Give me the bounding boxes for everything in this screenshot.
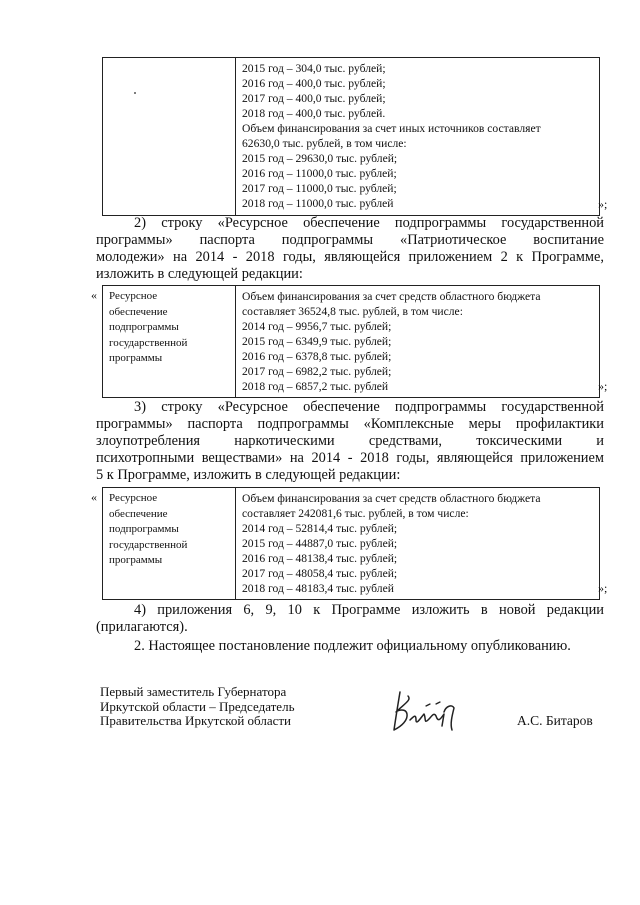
table-line: 62630,0 тыс. рублей, в том числе:: [242, 137, 407, 150]
table-line: составляет 242081,6 тыс. рублей, в том числе:: [242, 507, 469, 520]
paragraph-line: изложить в следующей редакции:: [96, 266, 303, 282]
position-line: Правительства Иркутской области: [100, 713, 292, 728]
resource-table-drug-prevention: [102, 487, 600, 600]
table-line: Объем финансирования за счет средств областного бюджета: [242, 492, 541, 505]
row-label-line: обеспечение: [109, 305, 168, 318]
paragraph-line: 2. Настоящее постановление подлежит официальному опубликованию.: [134, 638, 571, 654]
table-line: 2017 год – 48058,4 тыс. рублей;: [242, 567, 398, 580]
table-right-cell: [242, 491, 541, 596]
table-line: 2015 год – 29630,0 тыс. рублей;: [242, 152, 398, 165]
row-label-line: государственной: [109, 538, 188, 551]
paragraph-line: 3) строку «Ресурсное обеспечение подпрограммы государственной: [134, 399, 604, 415]
table-right-cell: [242, 289, 541, 394]
paragraph-line: (прилагаются).: [96, 619, 188, 635]
paragraph-line: программы» паспорта подпрограммы «Патриотическое воспитание: [96, 232, 604, 248]
table-line: 2018 год – 11000,0 тыс. рублей: [242, 197, 394, 210]
table-line: Объем финансирования за счет средств областного бюджета: [242, 290, 541, 303]
table-line: 2017 год – 11000,0 тыс. рублей;: [242, 182, 397, 195]
table-line: 2016 год – 11000,0 тыс. рублей;: [242, 167, 397, 180]
financing-table-continuation: [102, 57, 600, 216]
paragraph-line: 2) строку «Ресурсное обеспечение подпрограммы государственной: [134, 215, 604, 231]
table-left-cell: [103, 488, 236, 599]
table-line: 2016 год – 400,0 тыс. рублей;: [242, 77, 386, 90]
table-left-cell: [103, 286, 236, 397]
position-line: Первый заместитель Губернатора: [100, 684, 287, 699]
signatory-position: [100, 685, 295, 729]
signatory-name: А.С. Битаров: [517, 713, 593, 728]
row-label-line: подпрограммы: [109, 523, 179, 535]
table-line: составляет 36524,8 тыс. рублей, в том числе:: [242, 305, 463, 318]
table-line: 2018 год – 48183,4 тыс. рублей: [242, 582, 394, 595]
table-line: 2014 год – 9956,7 тыс. рублей;: [242, 320, 392, 333]
row-label-line: Ресурсное: [109, 492, 158, 504]
table-right-cell: [242, 61, 541, 211]
handwritten-signature: [380, 686, 490, 738]
table-line: 2017 год – 6982,2 тыс. рублей;: [242, 365, 392, 378]
paragraph-item-3: [96, 399, 604, 484]
opening-quote: «: [91, 490, 97, 504]
paragraph-line: психотропными веществами» на 2014 - 2018 годы, являющейся приложением: [96, 450, 604, 466]
row-label-line: программы: [109, 554, 163, 566]
table-line: 2017 год – 400,0 тыс. рублей;: [242, 92, 386, 105]
table-line: 2018 год – 400,0 тыс. рублей.: [242, 107, 386, 120]
table-line: 2016 год – 48138,4 тыс. рублей;: [242, 552, 398, 565]
table-line: 2014 год – 52814,4 тыс. рублей;: [242, 522, 398, 535]
row-label-line: программы: [109, 352, 163, 364]
paragraph-line: программы» паспорта подпрограммы «Комплексные меры профилактики: [96, 416, 604, 432]
closing-quote: »;: [598, 379, 608, 393]
table-line: 2015 год – 304,0 тыс. рублей;: [242, 62, 386, 75]
closing-quote: »;: [598, 197, 608, 211]
row-label-line: обеспечение: [109, 507, 168, 520]
opening-quote: «: [91, 288, 97, 302]
paragraph-line: злоупотребления наркотическими средствами, токсическими и: [96, 433, 604, 449]
resource-table-patriotic: [102, 285, 600, 398]
paragraph-publication: [134, 638, 604, 655]
scan-speck: [134, 92, 136, 94]
paragraph-item-2: [96, 215, 604, 283]
paragraph-line: 4) приложения 6, 9, 10 к Программе изложить в новой редакции: [134, 602, 604, 618]
position-line: Иркутской области – Председатель: [100, 698, 295, 714]
closing-quote: »;: [598, 581, 608, 595]
row-label-line: Ресурсное: [109, 290, 158, 302]
row-label-line: подпрограммы: [109, 321, 179, 333]
row-label-line: государственной: [109, 336, 188, 349]
table-line: 2018 год – 6857,2 тыс. рублей: [242, 380, 389, 393]
table-line: 2016 год – 6378,8 тыс. рублей;: [242, 350, 392, 363]
table-line: 2015 год – 6349,9 тыс. рублей;: [242, 335, 392, 348]
paragraph-item-4: [96, 602, 604, 636]
paragraph-line: 5 к Программе, изложить в следующей редакции:: [96, 467, 401, 483]
table-line: 2015 год – 44887,0 тыс. рублей;: [242, 537, 398, 550]
table-line: Объем финансирования за счет иных источников составляет: [242, 122, 541, 135]
table-left-cell: [103, 58, 236, 215]
paragraph-line: молодежи» на 2014 - 2018 годы, являющейся приложением 2 к Программе,: [96, 249, 604, 265]
